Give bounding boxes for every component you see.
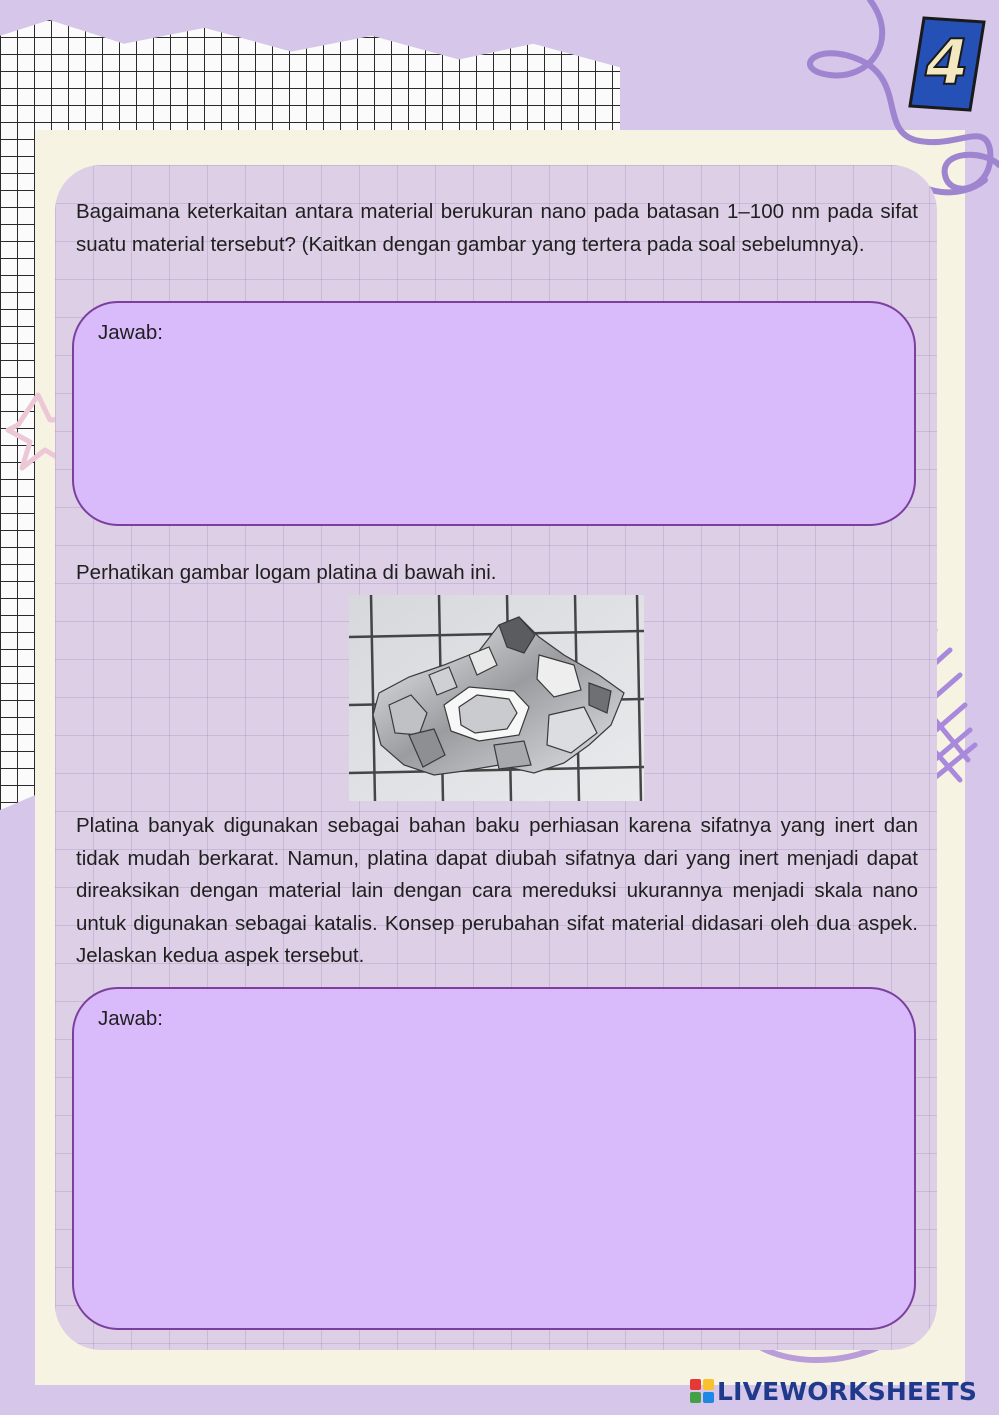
answer-box-1[interactable] [72,301,916,526]
page-number-badge [906,14,986,114]
liveworksheets-logo-icon [690,1379,714,1403]
page-number: 4 [925,26,969,99]
image-caption: Perhatikan gambar logam platina di bawah ini. [76,561,497,584]
answer-input-1[interactable] [94,359,894,504]
question-1-text: Bagaimana keterkaitan antara material berukuran nano pada batasan 1–100 nm pada sifat suatu material tersebut? (Kaitkan dengan gambar yang tertera pada soal sebelumnya). [76,200,918,256]
platinum-photo [349,595,644,801]
answer-box-2[interactable] [72,987,916,1330]
answer-input-2[interactable] [94,1045,894,1308]
question-2-text: Platina banyak digunakan sebagai bahan baku perhiasan karena sifatnya yang inert dan tidak mudah berkarat. Namun, platina dapat diubah sifatnya dari yang inert menjadi dapat direaksikan dengan material lain dengan cara mereduksi ukurannya menjadi skala nano untuk digunakan sebagai katalis. Konsep perubahan sifat material didasari oleh dua aspek. Jelaskan kedua aspek tersebut. [76,814,918,967]
liveworksheets-brand-text: LIVEWORKSHEETS [717,1376,978,1406]
answer-label-1: Jawab: [98,321,163,344]
liveworksheets-logo[interactable] [690,1374,977,1408]
answer-label-2: Jawab: [98,1007,163,1030]
